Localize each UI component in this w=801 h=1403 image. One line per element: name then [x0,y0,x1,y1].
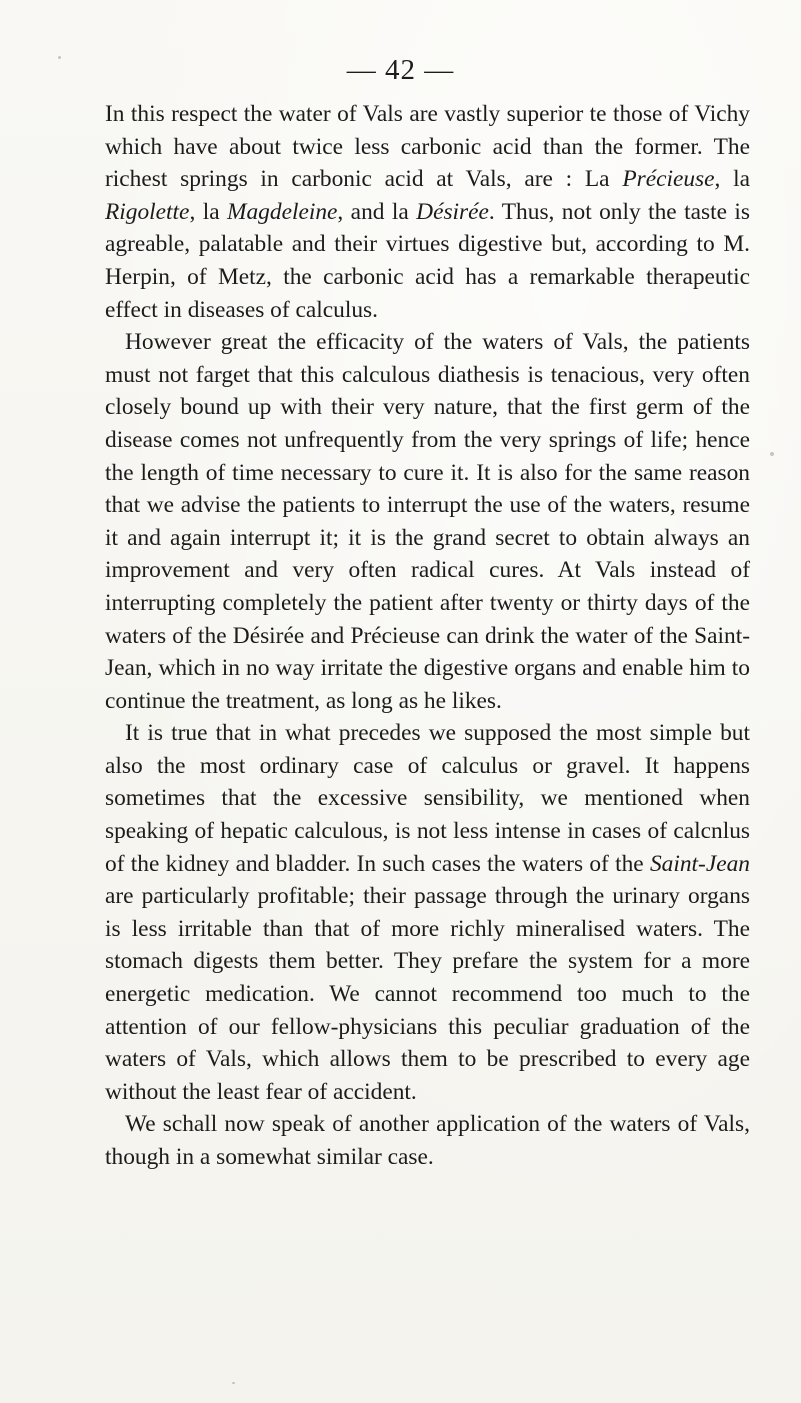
print-speck [770,452,774,456]
body-text [105,98,750,1174]
text-segment: . Thus, not only the taste is agreable, palatable and their virtues digestive but, according to M. Herpin, of Metz, the carbonic acid has a remarkable therapeutic effect in diseases of calculus. [105,198,750,323]
text-segment: are particularly profitable; their passage through the urinary organs is less irritable than that of more richly mineralised waters. The stomach digests them better. They prefare the system for a more energetic medication. We cannot recommend too much to the attention of our fellow-physicians this peculiar graduation of the waters of Vals, which allows them to be prescribed to every age without the least fear of accident. [105,883,750,1105]
italic-text-segment: Saint-Jean [649,850,750,877]
text-segment: , and la [337,198,417,225]
page-number: — 42 — [346,54,455,86]
paragraph-4 [105,1108,750,1173]
print-speck [58,56,61,59]
text-segment: We schall now speak of another application of the waters of Vals, though in a somewhat similar case. [105,1111,750,1170]
italic-text-segment: Magdeleine [227,198,338,225]
paragraph-2 [105,326,750,717]
text-segment: , la [714,166,750,193]
paragraph-1 [105,98,750,326]
italic-text-segment: Désirée [416,198,489,225]
print-speck [232,1382,235,1384]
italic-text-segment: Rigolette [105,198,190,225]
text-segment: However great the efficacity of the waters of Vals, the patients must not farget that this calculous diathesis is tenacious, very often closely bound up with their very nature, that the first germ of the disease comes not unfrequently from the very springs of life; hence the length of time necessary to cure it. It is also for the same reason that we advise the patients to interrupt the use of the waters, resume it and again interrupt it; it is the grand secret to obtain always an improvement and very often radical cures. At Vals instead of interrupting completely the patient after twenty or thirty days of the waters of the Désirée and Précieuse can drink the water of the Saint-Jean, which in no way irritate the digestive organs and enable him to continue the treatment, as long as he likes. [105,329,750,714]
paragraph-3 [105,717,750,1108]
italic-text-segment: Précieuse [622,166,715,193]
text-segment: It is true that in what precedes we supposed the most simple but also the most ordinary case of calculus or gravel. It happens sometimes that the excessive sensibility, we mentioned when speaking of hepatic calculous, is not less intense in cases of calcnlus of the kidney and bladder. In such cases the waters of the [105,720,750,877]
text-segment: , la [189,198,227,225]
text-segment: In this respect the water of Vals are vastly superior te those of Vichy which have about twice less carbonic acid than the former. The richest springs in carbonic acid at Vals, are : La [105,101,750,193]
